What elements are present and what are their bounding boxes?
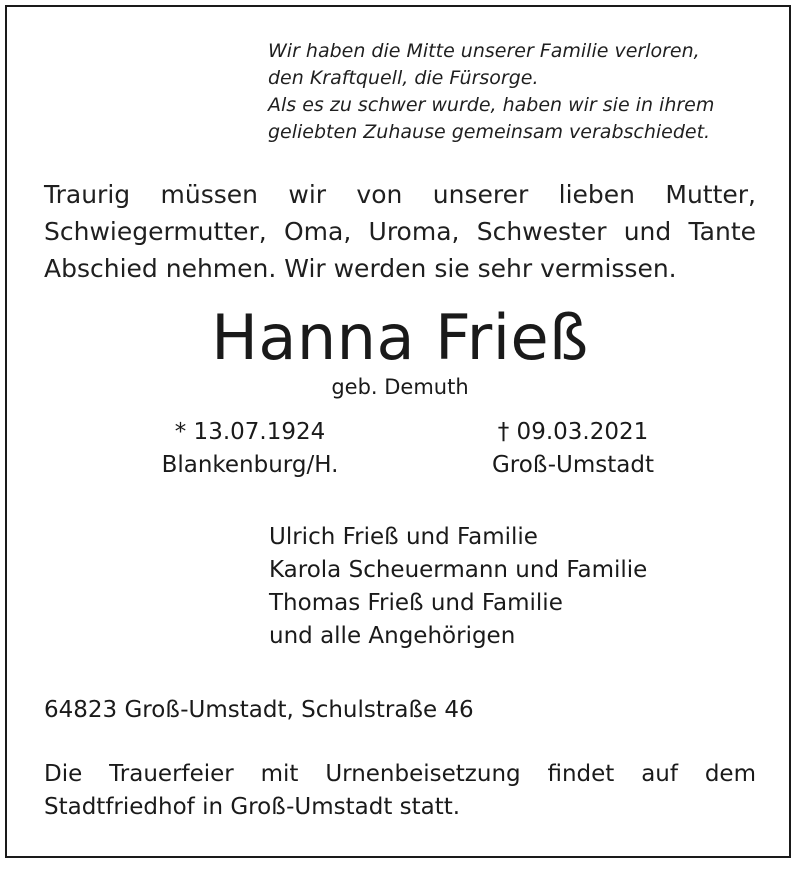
intro-line: Abschied nehmen. Wir werden sie sehr vermissen.: [44, 254, 677, 283]
intro-paragraph: [44, 176, 756, 287]
quote-line: den Kraftquell, die Fürsorge.: [268, 67, 539, 89]
death-date: † 09.03.2021: [497, 419, 649, 445]
mourner-entry: und alle Angehörigen: [269, 623, 516, 649]
service-line: Stadtfriedhof in Groß-Umstadt statt.: [44, 794, 461, 820]
family-address: 64823 Groß-Umstadt, Schulstraße 46: [44, 697, 474, 723]
birth-place: Blankenburg/H.: [161, 452, 339, 478]
birth-date: * 13.07.1924: [174, 419, 326, 445]
birth-info: [120, 416, 380, 482]
mourner-entry: Thomas Frieß und Familie: [269, 590, 563, 616]
service-line: Die Trauerfeier mit Urnenbeisetzung findet auf dem: [44, 761, 756, 787]
opening-quote: [268, 38, 778, 146]
death-info: [443, 416, 703, 482]
quote-line: Wir haben die Mitte unserer Familie verloren,: [268, 40, 700, 62]
quote-line: Als es zu schwer wurde, haben wir sie in ihrem: [268, 94, 715, 116]
mourner-entry: Ulrich Frieß und Familie: [269, 524, 538, 550]
deceased-name: Hanna Frieß: [211, 301, 589, 374]
intro-line: Schwiegermutter, Oma, Uroma, Schwester und Tante: [44, 217, 756, 246]
mourner-entry: Karola Scheuermann und Familie: [269, 557, 648, 583]
death-place: Groß-Umstadt: [491, 452, 654, 478]
quote-line: geliebten Zuhause gemeinsam verabschiedet.: [268, 121, 711, 143]
service-notice: [44, 758, 756, 824]
mourners-list: [269, 521, 647, 653]
intro-line: Traurig müssen wir von unserer lieben Mutter,: [44, 180, 756, 209]
maiden-name: geb. Demuth: [331, 375, 469, 399]
